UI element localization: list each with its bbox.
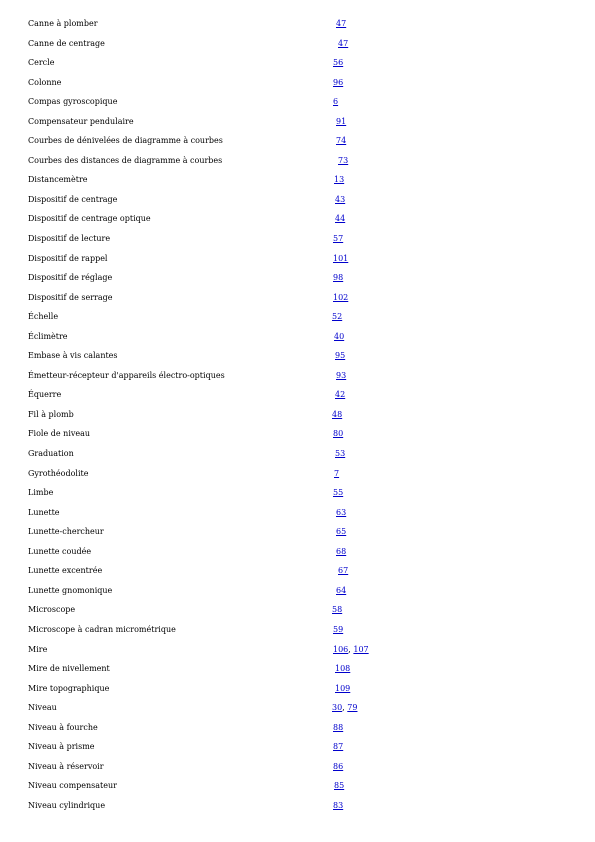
index-entry (0, 483, 595, 503)
index-term: Émetteur-récepteur d'appareils électro-optiques (28, 370, 225, 380)
index-entry (0, 737, 595, 757)
page-link[interactable]: 85 (334, 781, 345, 791)
index-entry (0, 385, 595, 405)
index-term: Cercle (28, 58, 55, 68)
page-link[interactable]: 67 (338, 566, 349, 576)
index-entry (0, 640, 595, 660)
index-term: Canne de centrage (28, 38, 105, 48)
index-entry (0, 757, 595, 777)
index-entry (0, 444, 595, 464)
page-link[interactable]: 42 (335, 390, 346, 400)
page-separator: , (348, 644, 354, 654)
index-entry (0, 73, 595, 93)
index-entry (0, 679, 595, 699)
page-link[interactable]: 47 (336, 19, 347, 28)
index-term: Dispositif de centrage optique (28, 214, 151, 224)
index-term: Dispositif de serrage (28, 292, 113, 302)
page-link[interactable]: 53 (335, 449, 346, 459)
index-term: Lunette gnomonique (28, 585, 113, 595)
index-entry (0, 209, 595, 229)
index-entry (0, 522, 595, 542)
index-page-refs (334, 170, 344, 190)
page-link[interactable]: 107 (353, 644, 369, 654)
page-link[interactable]: 93 (336, 370, 347, 380)
index-term: Fil à plomb (28, 409, 74, 419)
index-page-refs (335, 444, 345, 464)
index-page-refs (338, 34, 348, 54)
page-link[interactable]: 101 (333, 253, 349, 263)
page-link[interactable]: 86 (333, 761, 344, 771)
page-link[interactable]: 108 (335, 664, 351, 674)
page-link[interactable]: 95 (335, 351, 346, 361)
index-page-refs (336, 112, 346, 132)
index-entry (0, 503, 595, 523)
index-term: Embase à vis calantes (28, 351, 118, 361)
page-link[interactable]: 59 (333, 624, 344, 634)
index-term: Niveau à prisme (28, 742, 95, 752)
index-page-refs (338, 561, 348, 581)
index-page-refs (335, 346, 345, 366)
index-page-refs (334, 464, 339, 484)
index-page-refs (333, 229, 343, 249)
index-entry (0, 14, 595, 34)
page-link[interactable]: 88 (333, 722, 344, 732)
page-link[interactable]: 74 (336, 136, 347, 146)
index-term: Lunette (28, 507, 60, 517)
index-page-refs (333, 268, 343, 288)
index-page-refs (335, 209, 345, 229)
index-page-refs (333, 53, 343, 73)
index-entry (0, 170, 595, 190)
page-link[interactable]: 79 (347, 703, 358, 713)
index-term: Distancemètre (28, 175, 88, 185)
page-link[interactable]: 68 (336, 546, 347, 556)
index-term: Équerre (28, 390, 62, 400)
index-entry (0, 53, 595, 73)
index-page-refs (333, 640, 369, 660)
index-term: Compensateur pendulaire (28, 116, 134, 126)
index-entry (0, 92, 595, 112)
index-term: Fiole de niveau (28, 429, 91, 439)
index-page-refs (334, 327, 344, 347)
index-entry (0, 405, 595, 425)
index-term: Niveau à réservoir (28, 761, 104, 771)
page-link[interactable]: 40 (334, 331, 345, 341)
index-term: Limbe (28, 488, 54, 498)
index-page-refs (333, 796, 343, 816)
page-link[interactable]: 96 (333, 77, 344, 87)
index-entry (0, 288, 595, 308)
index-page-refs (332, 405, 342, 425)
page-link[interactable]: 58 (332, 605, 343, 615)
index-entry (0, 366, 595, 386)
index-page-refs (335, 385, 345, 405)
index-entry (0, 151, 595, 171)
index-term: Canne à plomber (28, 19, 98, 28)
index-page-refs (338, 151, 348, 171)
index-term: Mire topographique (28, 683, 110, 693)
index-term: Niveau (28, 703, 57, 713)
page-link[interactable]: 65 (336, 527, 347, 537)
page-link[interactable]: 55 (333, 488, 344, 498)
page-link[interactable]: 7 (334, 468, 340, 478)
index-entry (0, 346, 595, 366)
index-term: Dispositif de réglage (28, 273, 113, 283)
index-page-refs (335, 679, 350, 699)
index-term: Éclimètre (28, 331, 68, 341)
page-link[interactable]: 30 (332, 703, 343, 713)
index-term: Dispositif de centrage (28, 194, 118, 204)
index-entry (0, 112, 595, 132)
index-term: Graduation (28, 449, 74, 459)
index-entry (0, 796, 595, 816)
index-page-refs (333, 620, 343, 640)
page-link[interactable]: 83 (333, 800, 344, 810)
page-link[interactable]: 64 (336, 585, 347, 595)
index-page-refs (332, 600, 342, 620)
index-page-refs (333, 483, 343, 503)
page-link[interactable]: 57 (333, 234, 344, 244)
index-entry (0, 249, 595, 269)
index-entry (0, 268, 595, 288)
page-link[interactable]: 73 (338, 155, 349, 165)
index-page-refs (336, 522, 346, 542)
index-page-refs (333, 757, 343, 777)
page-link[interactable]: 80 (333, 429, 344, 439)
page-link[interactable]: 56 (333, 58, 344, 68)
index-page-refs (336, 503, 346, 523)
index-term: Lunette-chercheur (28, 527, 104, 537)
index-page-refs (333, 92, 338, 112)
page-separator: , (342, 703, 348, 713)
index-entry (0, 424, 595, 444)
index-page-refs (336, 366, 346, 386)
page-link[interactable]: 109 (335, 683, 351, 693)
index-entry (0, 229, 595, 249)
index-entry (0, 698, 595, 718)
index-term: Dispositif de lecture (28, 234, 111, 244)
index-entry (0, 620, 595, 640)
page-link[interactable]: 6 (333, 97, 339, 107)
index-term: Niveau à fourche (28, 722, 98, 732)
index-entry (0, 34, 595, 54)
index-page-refs (335, 659, 350, 679)
page-link[interactable]: 13 (334, 175, 345, 185)
page-link[interactable]: 44 (335, 214, 346, 224)
index-entry (0, 581, 595, 601)
index-term: Mire de nivellement (28, 664, 110, 674)
index-term: Gyrothéodolite (28, 468, 89, 478)
page-link[interactable]: 48 (332, 409, 343, 419)
index-term: Microscope à cadran micrométrique (28, 624, 176, 634)
index-term: Compas gyroscopique (28, 97, 118, 107)
index-entry (0, 600, 595, 620)
page-link[interactable]: 91 (336, 116, 347, 126)
index-entry (0, 542, 595, 562)
index-page-refs (333, 288, 348, 308)
page-link[interactable]: 47 (338, 38, 349, 48)
index-entry (0, 561, 595, 581)
index-page-refs (336, 581, 346, 601)
index-page-refs (336, 542, 346, 562)
page-link[interactable]: 43 (335, 194, 346, 204)
page-link[interactable]: 87 (333, 742, 344, 752)
index-page-refs (333, 718, 343, 738)
index-page-refs (333, 73, 343, 93)
index-page-refs (336, 131, 346, 151)
index-term: Courbes de dénivelées de diagramme à courbes (28, 136, 223, 146)
index-page-refs (335, 190, 345, 210)
index-page-refs (333, 424, 343, 444)
index-entry (0, 131, 595, 151)
index-term: Dispositif de rappel (28, 253, 108, 263)
index-entry (0, 776, 595, 796)
page-link[interactable]: 106 (333, 644, 349, 654)
index-term: Niveau compensateur (28, 781, 117, 791)
index-page-refs (336, 14, 346, 34)
index-page-refs (333, 249, 348, 269)
index-entry (0, 659, 595, 679)
index-term: Courbes des distances de diagramme à courbes (28, 155, 223, 165)
page-link[interactable]: 63 (336, 507, 347, 517)
index-term: Lunette coudée (28, 546, 92, 556)
index-entry (0, 718, 595, 738)
index-entry (0, 190, 595, 210)
index-page-refs (332, 698, 357, 718)
index-term: Lunette excentrée (28, 566, 103, 576)
index-term: Mire (28, 644, 48, 654)
index-page-refs (332, 307, 342, 327)
index-page-refs (334, 776, 344, 796)
page-link[interactable]: 102 (333, 292, 349, 302)
index-page-refs (333, 737, 343, 757)
index-term: Niveau cylindrique (28, 800, 106, 810)
index-term: Colonne (28, 77, 62, 87)
page-link[interactable]: 98 (333, 273, 344, 283)
index-entry (0, 307, 595, 327)
page-link[interactable]: 52 (332, 312, 343, 322)
index-entry (0, 327, 595, 347)
index-term: Échelle (28, 312, 59, 322)
index-term: Microscope (28, 605, 76, 615)
index-entry (0, 464, 595, 484)
index-list (0, 14, 595, 815)
